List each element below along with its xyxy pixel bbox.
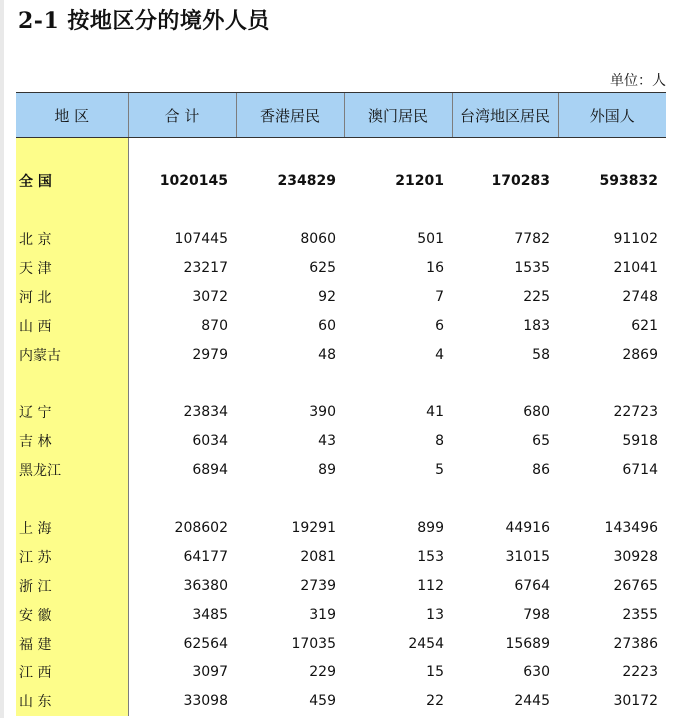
table-row: [16, 311, 666, 340]
spacer-cell: [558, 369, 666, 398]
spacer-cell: [16, 196, 128, 225]
header-foreigners: 外国人: [558, 93, 666, 138]
value-cell: 8: [435, 433, 444, 450]
value-cell: 2081: [300, 548, 336, 565]
value-cell: 15: [426, 664, 444, 681]
value-cell: 225: [523, 288, 550, 305]
value-cell: 89: [318, 462, 336, 479]
value-cell: 3072: [192, 288, 228, 305]
population-table: [16, 92, 666, 716]
value-cell: 58: [532, 346, 550, 363]
value-cell: 33098: [183, 693, 228, 710]
value-cell: 44916: [505, 520, 550, 537]
value-cell: 23217: [183, 260, 228, 276]
page-left-edge: [0, 0, 4, 718]
table-row: [16, 167, 666, 196]
spacer-cell: [558, 138, 666, 167]
spacer-cell: [452, 196, 558, 225]
value-cell: 5: [435, 462, 444, 479]
value-cell: 31015: [505, 548, 550, 565]
spacer-cell: [452, 485, 558, 514]
value-cell: 5918: [622, 433, 658, 450]
value-cell: 1535: [514, 260, 550, 276]
value-cell: 2355: [622, 606, 658, 623]
value-cell: 4: [435, 346, 444, 363]
spacer-cell: [16, 138, 128, 167]
value-cell: 229: [309, 664, 336, 681]
table-row: [16, 514, 666, 543]
header-total: 合 计: [128, 93, 236, 138]
value-cell: 27386: [613, 635, 658, 652]
value-cell: 2748: [622, 288, 658, 305]
value-cell: 36380: [183, 577, 228, 594]
value-cell: 2739: [300, 577, 336, 594]
value-cell: 15689: [505, 635, 550, 652]
value-cell: 6034: [192, 433, 228, 450]
value-cell: 23834: [183, 404, 228, 421]
spacer-row: [16, 138, 666, 167]
value-cell: 16: [426, 260, 444, 276]
region-cell: 全 国: [16, 167, 128, 196]
value-cell: 21041: [613, 260, 658, 276]
value-cell: 2445: [514, 693, 550, 710]
value-cell: 2979: [192, 346, 228, 363]
value-cell: 6714: [622, 462, 658, 479]
value-cell: 21201: [395, 173, 444, 190]
spacer-cell: [344, 369, 452, 398]
value-cell: 60: [318, 317, 336, 334]
value-cell: 390: [309, 404, 336, 421]
region-cell: 江 西: [16, 658, 128, 687]
table-row: [16, 340, 666, 369]
spacer-cell: [16, 485, 128, 514]
value-cell: 64177: [183, 548, 228, 565]
spacer-row: [16, 196, 666, 225]
value-cell: 41: [426, 404, 444, 421]
region-cell: 山 西: [16, 311, 128, 340]
value-cell: 501: [417, 231, 444, 248]
table-row: [16, 687, 666, 716]
value-cell: 6764: [514, 577, 550, 594]
value-cell: 183: [523, 317, 550, 334]
region-cell: 河 北: [16, 282, 128, 311]
value-cell: 30172: [613, 693, 658, 710]
value-cell: 870: [201, 317, 228, 334]
spacer-cell: [344, 485, 452, 514]
value-cell: 899: [417, 520, 444, 537]
value-cell: 86: [532, 462, 550, 479]
value-cell: 13: [426, 606, 444, 623]
value-cell: 680: [523, 404, 550, 421]
value-cell: 319: [309, 606, 336, 623]
table-header-row: [16, 93, 666, 138]
region-cell: 吉 林: [16, 427, 128, 456]
table-row: [16, 254, 666, 283]
value-cell: 3097: [192, 664, 228, 681]
value-cell: 19291: [291, 520, 336, 537]
spacer-cell: [236, 196, 344, 225]
value-cell: 2223: [622, 664, 658, 681]
region-cell: 天 津: [16, 254, 128, 283]
spacer-cell: [236, 485, 344, 514]
region-cell: 福 建: [16, 629, 128, 658]
value-cell: 30928: [613, 548, 658, 565]
value-cell: 6: [435, 317, 444, 334]
region-cell: 浙 江: [16, 571, 128, 600]
spacer-cell: [236, 369, 344, 398]
header-macau: 澳门居民: [344, 93, 452, 138]
spacer-cell: [128, 369, 236, 398]
table-row: [16, 398, 666, 427]
table-body: [16, 138, 666, 716]
unit-label: 单位：人: [610, 73, 666, 89]
table-row: [16, 658, 666, 687]
value-cell: 2454: [408, 635, 444, 652]
value-cell: 65: [532, 433, 550, 450]
value-cell: 459: [309, 693, 336, 710]
spacer-cell: [128, 138, 236, 167]
value-cell: 8060: [300, 231, 336, 248]
spacer-row: [16, 485, 666, 514]
spacer-cell: [558, 196, 666, 225]
value-cell: 7: [435, 288, 444, 305]
spacer-cell: [452, 138, 558, 167]
header-taiwan: 台湾地区居民: [452, 93, 558, 138]
value-cell: 143496: [604, 520, 658, 537]
value-cell: 26765: [613, 577, 658, 594]
region-cell: 上 海: [16, 514, 128, 543]
value-cell: 170283: [491, 173, 550, 190]
spacer-cell: [452, 369, 558, 398]
value-cell: 593832: [599, 173, 658, 190]
table-row: [16, 427, 666, 456]
value-cell: 630: [523, 664, 550, 681]
value-cell: 6894: [192, 462, 228, 479]
value-cell: 208602: [174, 520, 228, 537]
value-cell: 112: [417, 577, 444, 594]
spacer-row: [16, 369, 666, 398]
region-cell: 内蒙古: [16, 340, 128, 369]
region-cell: 黑龙江: [16, 456, 128, 485]
spacer-cell: [558, 485, 666, 514]
value-cell: 91102: [613, 231, 658, 248]
table-row: [16, 282, 666, 311]
spacer-cell: [16, 369, 128, 398]
value-cell: 234829: [277, 173, 336, 190]
table-row: [16, 225, 666, 254]
value-cell: 22: [426, 693, 444, 710]
table-row: [16, 600, 666, 629]
table-row: [16, 456, 666, 485]
value-cell: 92: [318, 288, 336, 305]
value-cell: 7782: [514, 231, 550, 248]
value-cell: 153: [417, 548, 444, 565]
value-cell: 621: [631, 317, 658, 334]
region-cell: 北 京: [16, 225, 128, 254]
value-cell: 3485: [192, 606, 228, 623]
value-cell: 62564: [183, 635, 228, 652]
value-cell: 43: [318, 433, 336, 450]
spacer-cell: [344, 196, 452, 225]
value-cell: 798: [523, 606, 550, 623]
region-cell: 辽 宁: [16, 398, 128, 427]
page-title: 2-1 按地区分的境外人员: [18, 8, 270, 34]
table-row: [16, 542, 666, 571]
value-cell: 2869: [622, 346, 658, 363]
spacer-cell: [128, 485, 236, 514]
region-cell: 安 徽: [16, 600, 128, 629]
value-cell: 625: [309, 260, 336, 276]
value-cell: 22723: [613, 404, 658, 421]
region-cell: 江 苏: [16, 542, 128, 571]
header-region: 地 区: [16, 93, 128, 138]
value-cell: 107445: [174, 231, 228, 248]
table-row: [16, 629, 666, 658]
value-cell: 48: [318, 346, 336, 363]
header-hongkong: 香港居民: [236, 93, 344, 138]
spacer-cell: [128, 196, 236, 225]
spacer-cell: [344, 138, 452, 167]
value-cell: 17035: [291, 635, 336, 652]
region-cell: 山 东: [16, 687, 128, 716]
table-row: [16, 571, 666, 600]
value-cell: 1020145: [159, 173, 228, 190]
spacer-cell: [236, 138, 344, 167]
